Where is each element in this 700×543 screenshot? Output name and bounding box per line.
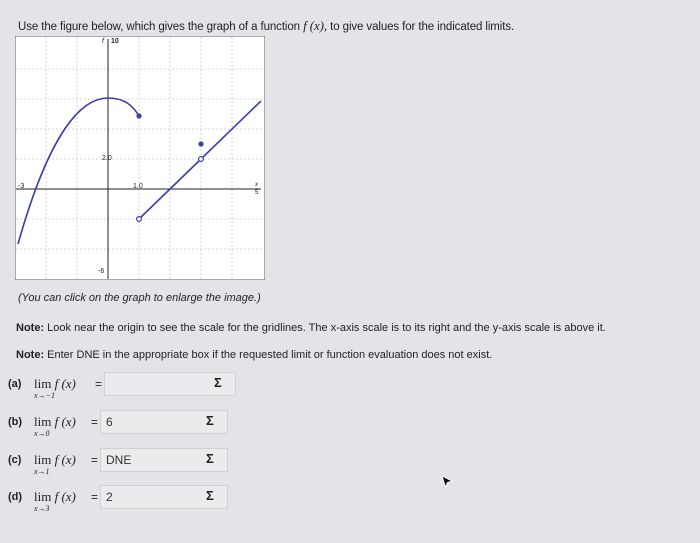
question-d bbox=[8, 485, 228, 515]
answer-input-c[interactable]: DNE bbox=[100, 448, 228, 472]
sigma-icon[interactable]: Σ bbox=[206, 413, 214, 428]
question-a bbox=[8, 372, 238, 402]
label-x-right-bottom: 5 bbox=[255, 190, 259, 196]
graph-caption: (You can click on the graph to enlarge the image.) bbox=[18, 292, 261, 304]
lim-function: f (x) bbox=[54, 414, 76, 429]
label-x-mid: 1.0 bbox=[133, 183, 143, 190]
sigma-icon[interactable]: Σ bbox=[214, 375, 222, 390]
note-scale bbox=[16, 322, 606, 334]
problem-intro bbox=[18, 18, 514, 34]
lim-word: lim bbox=[34, 489, 52, 504]
label-x-left: -3 bbox=[18, 183, 25, 190]
equals-sign: = bbox=[91, 415, 99, 429]
note-scale-label: Note: bbox=[16, 322, 45, 334]
mouse-cursor-icon bbox=[440, 474, 454, 490]
lim-word: lim bbox=[34, 414, 52, 429]
question-label: (c) bbox=[8, 454, 22, 466]
label-x-right-top: x bbox=[255, 182, 258, 188]
note-dne-text: Enter DNE in the appropriate box if the requested limit or function evaluation does not exist. bbox=[47, 349, 493, 361]
limit-expression bbox=[34, 376, 76, 400]
label-y-top: 10 bbox=[111, 38, 119, 45]
lim-subscript: x→0 bbox=[34, 429, 50, 438]
question-b bbox=[8, 410, 228, 440]
limit-expression bbox=[34, 414, 76, 438]
lim-function: f (x) bbox=[54, 452, 76, 467]
intro-text-before: Use the figure below, which gives the graph of a function bbox=[18, 21, 300, 33]
graph-svg[interactable] bbox=[15, 36, 265, 280]
graph-frame bbox=[15, 36, 265, 280]
filled-point-x3 bbox=[198, 141, 203, 146]
limit-expression bbox=[34, 452, 76, 476]
filled-point-x1 bbox=[136, 113, 141, 118]
equals-sign: = bbox=[95, 377, 103, 391]
open-point-x1 bbox=[137, 217, 142, 222]
note-scale-text: Look near the origin to see the scale for the gridlines. The x-axis scale is to its right and the y-axis scale is above it. bbox=[47, 322, 606, 334]
label-y-bottom: -6 bbox=[98, 268, 105, 275]
intro-text-after: to give values for the indicated limits. bbox=[330, 21, 515, 33]
lim-subscript: x→1 bbox=[34, 467, 50, 476]
lim-subscript: x→3 bbox=[34, 504, 50, 513]
question-c bbox=[8, 448, 228, 478]
question-label: (d) bbox=[8, 491, 23, 503]
note-dne-label: Note: bbox=[16, 349, 45, 361]
limit-expression bbox=[34, 489, 76, 513]
function-graph[interactable] bbox=[15, 36, 265, 280]
answer-input-d[interactable]: 2 bbox=[100, 485, 228, 509]
equals-sign: = bbox=[91, 453, 99, 467]
note-dne bbox=[16, 349, 492, 361]
equals-sign: = bbox=[91, 490, 99, 504]
question-label: (a) bbox=[8, 378, 22, 390]
sigma-icon[interactable]: Σ bbox=[206, 451, 214, 466]
intro-function: f (x), bbox=[303, 18, 328, 33]
lim-function: f (x) bbox=[54, 376, 76, 391]
question-label: (b) bbox=[8, 416, 23, 428]
lim-function: f (x) bbox=[54, 489, 76, 504]
lim-word: lim bbox=[34, 376, 52, 391]
sigma-icon[interactable]: Σ bbox=[206, 488, 214, 503]
answer-input-b[interactable]: 6 bbox=[100, 410, 228, 434]
label-y-mid: 2.0 bbox=[102, 155, 112, 162]
lim-subscript: x→−1 bbox=[34, 391, 55, 400]
lim-word: lim bbox=[34, 452, 52, 467]
label-y-top-prefix: f bbox=[102, 38, 104, 45]
open-point-x3 bbox=[199, 157, 204, 162]
